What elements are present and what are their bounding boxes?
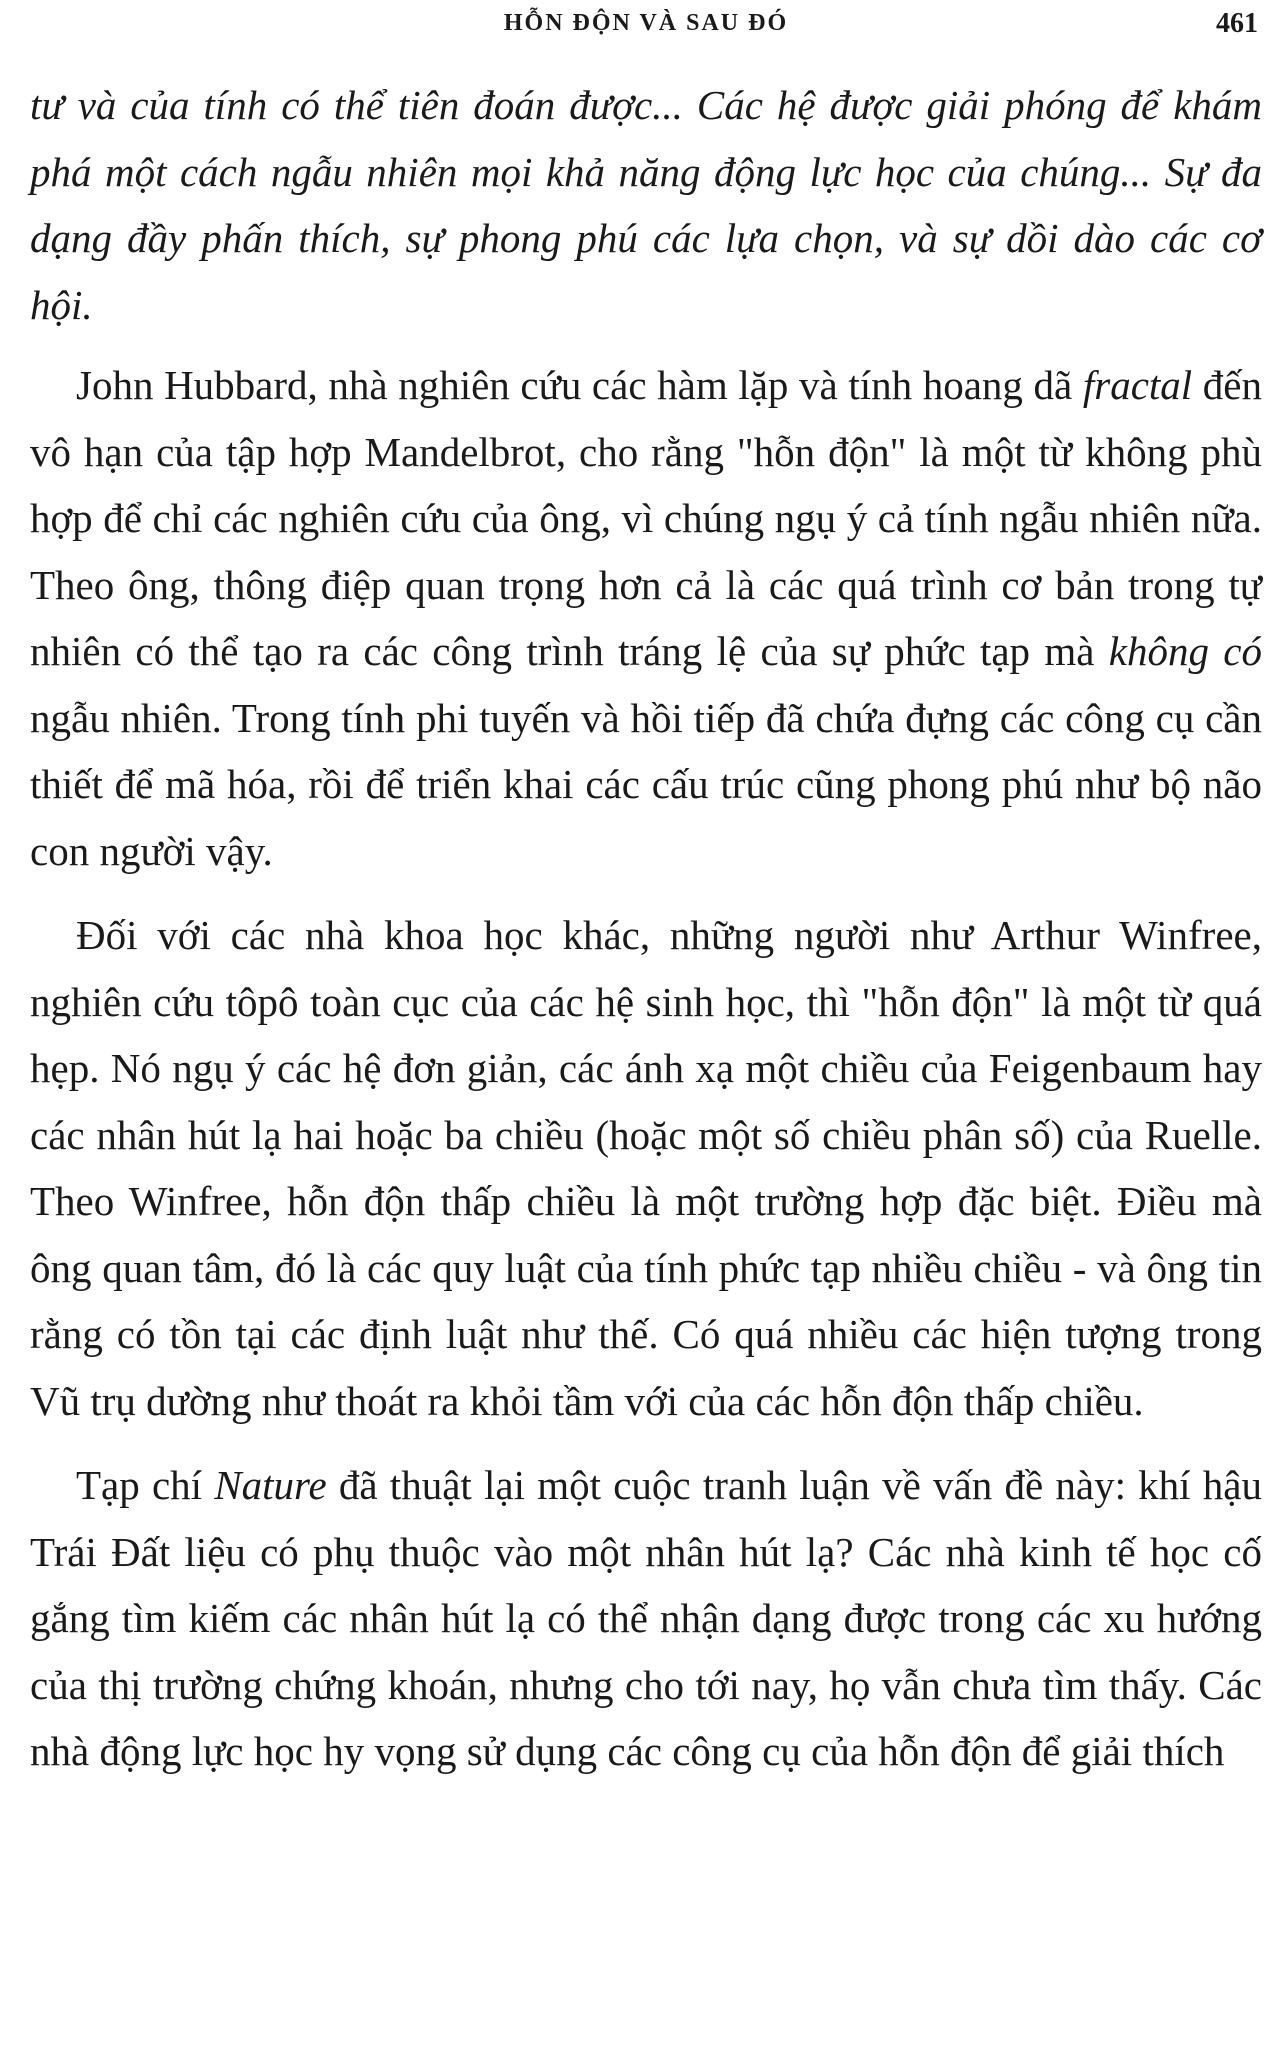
paragraph-text: John Hubbard, nhà nghiên cứu các hàm lặp và tính hoang dã [76,362,1083,408]
paragraph-text: đã thuật lại một cuộc tranh luận về vấn đề này: khí hậu Trái Đất liệu có phụ thuộc vào một nhân hút lạ? Các nhà kinh tế học cố gắng tìm kiếm các nhân hút lạ có thể nhận dạng được trong các xu hướng của thị trường chứng khoán, nhưng cho tới nay, họ vẫn chưa tìm thấy. Các nhà động lực học hy vọng sử dụng các công cụ của hỗn độn để giải thích [30,1462,1262,1774]
paragraph-hubbard [30,352,1262,884]
paragraph-continued-quote [30,72,1262,338]
paragraph-text: ngẫu nhiên. Trong tính phi tuyến và hồi tiếp đã chứa đựng các công cụ cần thiết để mã hóa, rồi để triển khai các cấu trúc cũng phong phú như bộ não con người vậy. [30,694,1262,874]
paragraph-text: Tạp chí [76,1462,215,1508]
italic-term: Nature [214,1462,327,1508]
paragraph-nature [30,1452,1262,1785]
paragraph-text: Đối với các nhà khoa học khác, những người như Arthur Winfree, nghiên cứu tôpô toàn cục của các hệ sinh học, thì "hỗn độn" là một từ quá hẹp. Nó ngụ ý các hệ đơn giản, các ánh xạ một chiều của Feigenbaum hay các nhân hút lạ hai hoặc ba chiều (hoặc một số chiều phân số) của Ruelle. Theo Winfree, hỗn độn thấp chiều là một trường hợp đặc biệt. Điều mà ông quan tâm, đó là các quy luật của tính phức tạp nhiều chiều - và ông tin rằng có tồn tại các định luật như thế. Có quá nhiều các hiện tượng trong Vũ trụ dường như thoát ra khỏi tầm với của các hỗn độn thấp chiều. [30,912,1262,1424]
page-number: 461 [1216,8,1258,39]
italic-term: fractal [1082,362,1193,408]
running-head: HỖN ĐỘN VÀ SAU ĐÓ [503,10,789,36]
body-text [30,72,1262,1785]
paragraph-text: đến vô hạn của tập hợp Mandelbrot, cho rằng "hỗn độn" là một từ không phù hợp để chỉ các nghiên cứu của ông, vì chúng ngụ ý cả tính ngẫu nhiên nữa. Theo ông, thông điệp quan trọng hơn cả là các quá trình cơ bản trong tự nhiên có thể tạo ra các công trình tráng lệ của sự phức tạp mà [30,362,1262,674]
italic-term: không có [1108,628,1262,674]
paragraph-text: tư và của tính có thể tiên đoán được... Các hệ được giải phóng để khám phá một cách ngẫu nhiên mọi khả năng động lực học của chúng... Sự đa dạng đầy phấn thích, sự phong phú các lựa chọn, và sự dồi dào các cơ hội. [30,82,1262,328]
page-header [30,0,1262,72]
paragraph-winfree [30,902,1262,1434]
